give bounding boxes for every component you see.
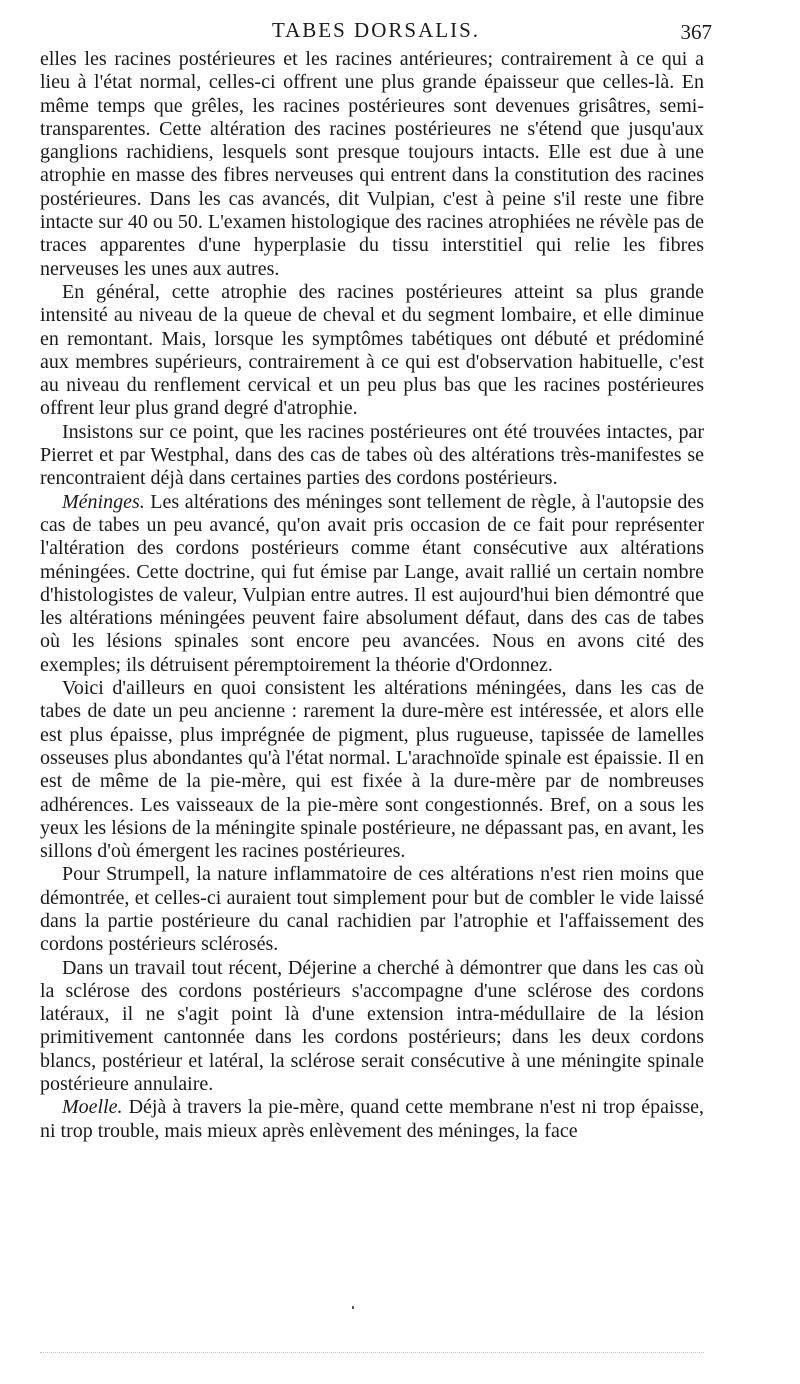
paragraph-meninges [40,491,704,677]
paragraph-text: En général, cette atrophie des racines postérieures atteint sa plus grande intensité au niveau de la queue de cheval et du segment lombaire, et elle diminue en remontant. Mais, lorsque les symptômes tabétiques ont débuté et prédominé aux membres supérieurs, contrairement à ce qui est d'observation habituelle, c'est au niveau du renflement cervical et un peu plus bas que les racines postérieures offrent leur plus grand degré d'atrophie. [40,280,704,420]
paragraph-text: Dans un travail tout récent, Déjerine a cherché à démontrer que dans les cas où la sclérose des cordons postérieurs s'accompagne d'une sclérose des cordons latéraux, il ne s'agit point là d'une extension intra-médullaire de la lésion primitivement cantonnée dans les cordons postérieurs; dans les deux cordons blancs, postérieur et latéral, la sclérose serait consécutive à une méningite spinale postérieure annulaire. [40,956,704,1096]
paragraph-text: Insistons sur ce point, que les racines postérieures ont été trouvées intactes, par Pierret et par Westphal, dans des cas de tabes où des altérations très-manifestes se rencontraient déjà dans certaines parties des cordons postérieurs. [40,420,704,490]
paragraph-moelle [40,1096,704,1143]
section-run-head-moelle: Moelle. [62,1096,123,1119]
body-text [40,48,704,1143]
paragraph-dejerine [40,957,704,1097]
page-number: 367 [680,20,712,44]
print-speck [352,1306,354,1309]
paragraph-text: elles les racines postérieures et les racines antérieures; contrairement à ce qui a lieu à l'état normal, celles-ci offrent une plus grande épaisseur que celles-là. En même temps que grêles, les racines postérieures sont devenues grisâtres, semi-transparentes. Cette altération des racines postérieures ne s'étend que jusqu'aux ganglions rachidiens, lesquels sont presque toujours intacts. Elle est due à une atrophie en masse des fibres nerveuses qui entrent dans la constitution des racines postérieures. Dans les cas avancés, dit Vulpian, c'est à peine s'il reste une fibre intacte sur 40 ou 50. L'examen histologique des racines atrophiées ne révèle pas de traces apparentes d'une hyperplasie du tissu interstitiel qui relie les fibres nerveuses les unes aux autres. [40,48,704,280]
running-title: TABES DORSALIS. [271,18,480,42]
paragraph-racines-atrophie [40,48,704,281]
paragraph-racines-intactes [40,421,704,491]
paragraph-text: Voici d'ailleurs en quoi consistent les altérations méningées, dans les cas de tabes de date un peu ancienne : rarement la dure-mère est intéressée, et alors elle est plus épaisse, plus imprégnée de pigment, plus rugueuse, tapissée de lamelles osseuses plus abondantes qu'à l'état normal. L'arachnoïde spinale est épaissie. Il en est de même de la pie-mère, qui est fixée à la dure-mère par de nombreuses adhérences. Les vaisseaux de la pie-mère sont congestionnés. Bref, on a sous les yeux les lésions de la méningite spinale postérieure, ne dépassant pas, en avant, les sillons d'où émergent les racines postérieures. [40,677,704,863]
page-header [40,18,712,50]
paragraph-alterations-meningees [40,677,704,863]
paragraph-strumpell [40,863,704,956]
bleed-through-line [40,1352,704,1353]
paragraph-atrophie-niveau [40,281,704,421]
paragraph-text: Pour Strumpell, la nature inflammatoire de ces altérations n'est rien moins que démontrée, et celles-ci auraient tout simplement pour but de combler le vide laissé dans la partie postérieure du canal rachidien par l'atrophie et l'affaissement des cordons postérieurs sclérosés. [40,863,704,956]
paragraph-text: Déjà à travers la pie-mère, quand cette membrane n'est ni trop épaisse, ni trop trouble, mais mieux après enlèvement des méninges, la face [40,1096,704,1142]
section-run-head-meninges: Méninges. [62,490,145,513]
paragraph-text: Les altérations des méninges sont tellement de règle, à l'autopsie des cas de tabes un peu avancé, qu'on avait pris occasion de ce fait pour représenter l'altération des cordons postérieurs comme étant consécutive aux altérations méningées. Cette doctrine, qui fut émise par Lange, avait rallié un certain nombre d'histologistes de valeur, Vulpian entre autres. Il est aujourd'hui bien démontré que les altérations méningées peuvent faire absolument défaut, dans des cas de tabes où les lésions spinales sont encore peu avancées. Nous en avons cité des exemples; ils détruisent péremptoirement la théorie d'Ordonnez. [40,490,705,676]
